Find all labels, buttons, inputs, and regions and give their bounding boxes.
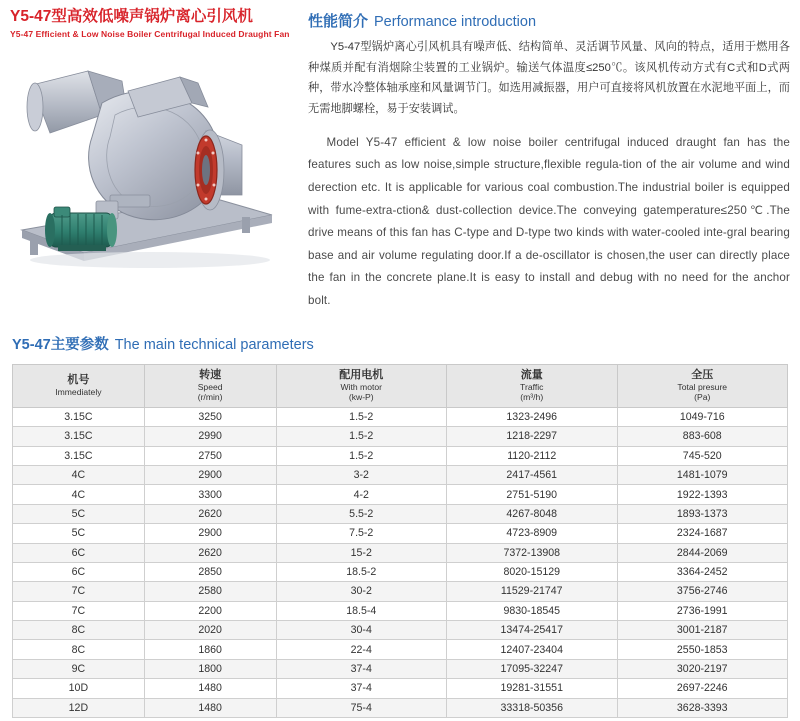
cell-model: 9C bbox=[13, 659, 145, 678]
intro-paragraph-cn: Y5-47型锅炉离心引风机具有噪声低、结构简单、灵活调节风量、风向的特点，适用于燃用各种煤质并配有消烟除尘装置的工业锅炉。输送气体温度≤250℃。该风机传动方式有C式和D式两种，带水冷整体轴承座和风量调节门。如选用减振器，用户可直接将风机放置在水泥地平面上，而无需地脚螺栓，易于安装调试。 bbox=[308, 41, 790, 116]
cell-speed: 2620 bbox=[144, 504, 276, 523]
cell-speed: 1860 bbox=[144, 640, 276, 659]
cell-speed: 1480 bbox=[144, 679, 276, 698]
cell-traffic: 2751-5190 bbox=[447, 485, 618, 504]
table-row bbox=[13, 543, 788, 562]
intro-paragraph-en: Model Y5-47 efficient & low noise boiler centrifugal induced draught fan has the features such as low noise,simple structure,flexible regula-tion of the air volume and wind derection etc. It is applicable for various coal combustion.The industrial boiler is equipped with fume-extra-ction& dust-collection device.The conveying gatemperature≤250℃.The drive means of this fan has C-type and D-type two kinds with water-cooled inte-gral bearing base and air volume regulating door.If a de-oscillator is chosen,the user can directly place the fan in the concrete plane.It is easy to install and debug with no need for the anchor bolt. bbox=[308, 135, 790, 308]
cell-motor: 22-4 bbox=[276, 640, 447, 659]
cell-model: 7C bbox=[13, 601, 145, 620]
cell-motor: 18.5-4 bbox=[276, 601, 447, 620]
cell-traffic: 33318-50356 bbox=[447, 698, 618, 717]
section-heading-performance bbox=[308, 10, 790, 31]
header-en: With motor bbox=[340, 381, 383, 392]
cell-motor: 37-4 bbox=[276, 659, 447, 678]
cell-model: 4C bbox=[13, 485, 145, 504]
header-cn: 流量 bbox=[520, 368, 543, 381]
cell-total-pressure: 1922-1393 bbox=[617, 485, 788, 504]
cell-motor: 1.5-2 bbox=[276, 407, 447, 426]
header-unit: (Pa) bbox=[694, 391, 711, 402]
cell-traffic: 11529-21747 bbox=[447, 582, 618, 601]
table-row bbox=[13, 659, 788, 678]
cell-speed: 2900 bbox=[144, 466, 276, 485]
cell-total-pressure: 2550-1853 bbox=[617, 640, 788, 659]
column-header-total-pressure bbox=[617, 364, 788, 407]
cell-speed: 2900 bbox=[144, 524, 276, 543]
cell-model: 3.15C bbox=[13, 446, 145, 465]
cell-motor: 1.5-2 bbox=[276, 427, 447, 446]
fan-motor bbox=[45, 207, 117, 251]
table-row bbox=[13, 407, 788, 426]
table-row bbox=[13, 524, 788, 543]
cell-speed: 2620 bbox=[144, 543, 276, 562]
cell-speed: 1800 bbox=[144, 659, 276, 678]
table-row bbox=[13, 504, 788, 523]
cell-speed: 2990 bbox=[144, 427, 276, 446]
cell-traffic: 9830-18545 bbox=[447, 601, 618, 620]
table-row bbox=[13, 621, 788, 640]
cell-traffic: 12407-23404 bbox=[447, 640, 618, 659]
cell-motor: 37-4 bbox=[276, 679, 447, 698]
table-row bbox=[13, 485, 788, 504]
cell-traffic: 17095-32247 bbox=[447, 659, 618, 678]
parameters-table bbox=[12, 364, 788, 718]
cell-model: 5C bbox=[13, 524, 145, 543]
table-row bbox=[13, 466, 788, 485]
section-heading-en: Performance introduction bbox=[374, 14, 537, 30]
table-row bbox=[13, 562, 788, 581]
cell-total-pressure: 3756-2746 bbox=[617, 582, 788, 601]
cell-motor: 4-2 bbox=[276, 485, 447, 504]
cell-motor: 30-2 bbox=[276, 582, 447, 601]
header-unit: (m³/h) bbox=[520, 391, 544, 402]
header-en: Speed bbox=[197, 381, 223, 392]
table-row bbox=[13, 698, 788, 717]
cell-speed: 2580 bbox=[144, 582, 276, 601]
cell-traffic: 13474-25417 bbox=[447, 621, 618, 640]
cell-total-pressure: 2844-2069 bbox=[617, 543, 788, 562]
cell-traffic: 8020-15129 bbox=[447, 562, 618, 581]
cell-motor: 3-2 bbox=[276, 466, 447, 485]
cell-total-pressure: 2324-1687 bbox=[617, 524, 788, 543]
header-cn: 配用电机 bbox=[339, 368, 384, 381]
cell-model: 6C bbox=[13, 562, 145, 581]
cell-total-pressure: 2736-1991 bbox=[617, 601, 788, 620]
header-cn: 转速 bbox=[199, 368, 222, 381]
cell-speed: 3300 bbox=[144, 485, 276, 504]
parameters-table-wrap bbox=[0, 364, 800, 718]
params-heading-en: The main technical parameters bbox=[114, 336, 314, 353]
cell-traffic: 4267-8048 bbox=[447, 504, 618, 523]
cell-total-pressure: 3364-2452 bbox=[617, 562, 788, 581]
cell-total-pressure: 1481-1079 bbox=[617, 466, 788, 485]
table-body bbox=[13, 407, 788, 717]
header-en: Traffic bbox=[520, 381, 544, 392]
cell-total-pressure: 3020-2197 bbox=[617, 659, 788, 678]
page-title-en: Y5-47 Efficient & Low Noise Boiler Centrifugal Induced Draught Fan bbox=[10, 28, 290, 39]
cell-model: 8C bbox=[13, 640, 145, 659]
cell-motor: 1.5-2 bbox=[276, 446, 447, 465]
cell-speed: 2200 bbox=[144, 601, 276, 620]
column-header-speed bbox=[144, 364, 276, 407]
header-unit: (kw-P) bbox=[348, 391, 374, 402]
section-heading-cn: 性能简介 bbox=[308, 13, 369, 30]
column-header-model bbox=[13, 364, 145, 407]
header-unit: (r/min) bbox=[197, 391, 223, 402]
cell-total-pressure: 3001-2187 bbox=[617, 621, 788, 640]
cell-motor: 7.5-2 bbox=[276, 524, 447, 543]
fan-illustration bbox=[10, 45, 300, 275]
table-header-row bbox=[13, 364, 788, 407]
header-en: Immediately bbox=[55, 386, 102, 397]
params-heading-cn: Y5-47主要参数 bbox=[12, 336, 109, 353]
cell-total-pressure: 745-520 bbox=[617, 446, 788, 465]
product-column bbox=[10, 8, 300, 313]
cell-model: 8C bbox=[13, 621, 145, 640]
table-row bbox=[13, 446, 788, 465]
cell-model: 6C bbox=[13, 543, 145, 562]
cell-motor: 75-4 bbox=[276, 698, 447, 717]
cell-traffic: 1218-2297 bbox=[447, 427, 618, 446]
intro-section bbox=[0, 0, 800, 313]
cell-model: 3.15C bbox=[13, 427, 145, 446]
cell-speed: 2020 bbox=[144, 621, 276, 640]
cell-speed: 2750 bbox=[144, 446, 276, 465]
cell-traffic: 4723-8909 bbox=[447, 524, 618, 543]
column-header-motor bbox=[276, 364, 447, 407]
cell-total-pressure: 1049-716 bbox=[617, 407, 788, 426]
header-cn: 机号 bbox=[67, 373, 90, 386]
cell-total-pressure: 2697-2246 bbox=[617, 679, 788, 698]
cell-total-pressure: 3628-3393 bbox=[617, 698, 788, 717]
cell-total-pressure: 1893-1373 bbox=[617, 504, 788, 523]
cell-model: 10D bbox=[13, 679, 145, 698]
table-row bbox=[13, 601, 788, 620]
header-cn: 全压 bbox=[691, 368, 714, 381]
cell-traffic: 19281-31551 bbox=[447, 679, 618, 698]
cell-traffic: 2417-4561 bbox=[447, 466, 618, 485]
cell-motor: 30-4 bbox=[276, 621, 447, 640]
header-en: Total presure bbox=[677, 381, 728, 392]
cell-total-pressure: 883-608 bbox=[617, 427, 788, 446]
cell-model: 3.15C bbox=[13, 407, 145, 426]
performance-intro-column bbox=[300, 8, 790, 313]
column-header-traffic bbox=[447, 364, 618, 407]
cell-model: 5C bbox=[13, 504, 145, 523]
table-row bbox=[13, 679, 788, 698]
cell-speed: 2850 bbox=[144, 562, 276, 581]
table-row bbox=[13, 582, 788, 601]
cell-model: 12D bbox=[13, 698, 145, 717]
table-row bbox=[13, 427, 788, 446]
cell-traffic: 1323-2496 bbox=[447, 407, 618, 426]
table-row bbox=[13, 640, 788, 659]
section-heading-parameters bbox=[12, 333, 800, 354]
page-title-cn: Y5-47型高效低噪声锅炉离心引风机 bbox=[10, 8, 253, 25]
cell-speed: 1480 bbox=[144, 698, 276, 717]
cell-motor: 15-2 bbox=[276, 543, 447, 562]
cell-speed: 3250 bbox=[144, 407, 276, 426]
cell-motor: 5.5-2 bbox=[276, 504, 447, 523]
cell-model: 7C bbox=[13, 582, 145, 601]
cell-motor: 18.5-2 bbox=[276, 562, 447, 581]
cell-traffic: 7372-13908 bbox=[447, 543, 618, 562]
cell-traffic: 1120-2112 bbox=[447, 446, 618, 465]
fan-inlet-flange bbox=[195, 130, 242, 210]
table-head bbox=[13, 364, 788, 407]
cell-model: 4C bbox=[13, 466, 145, 485]
